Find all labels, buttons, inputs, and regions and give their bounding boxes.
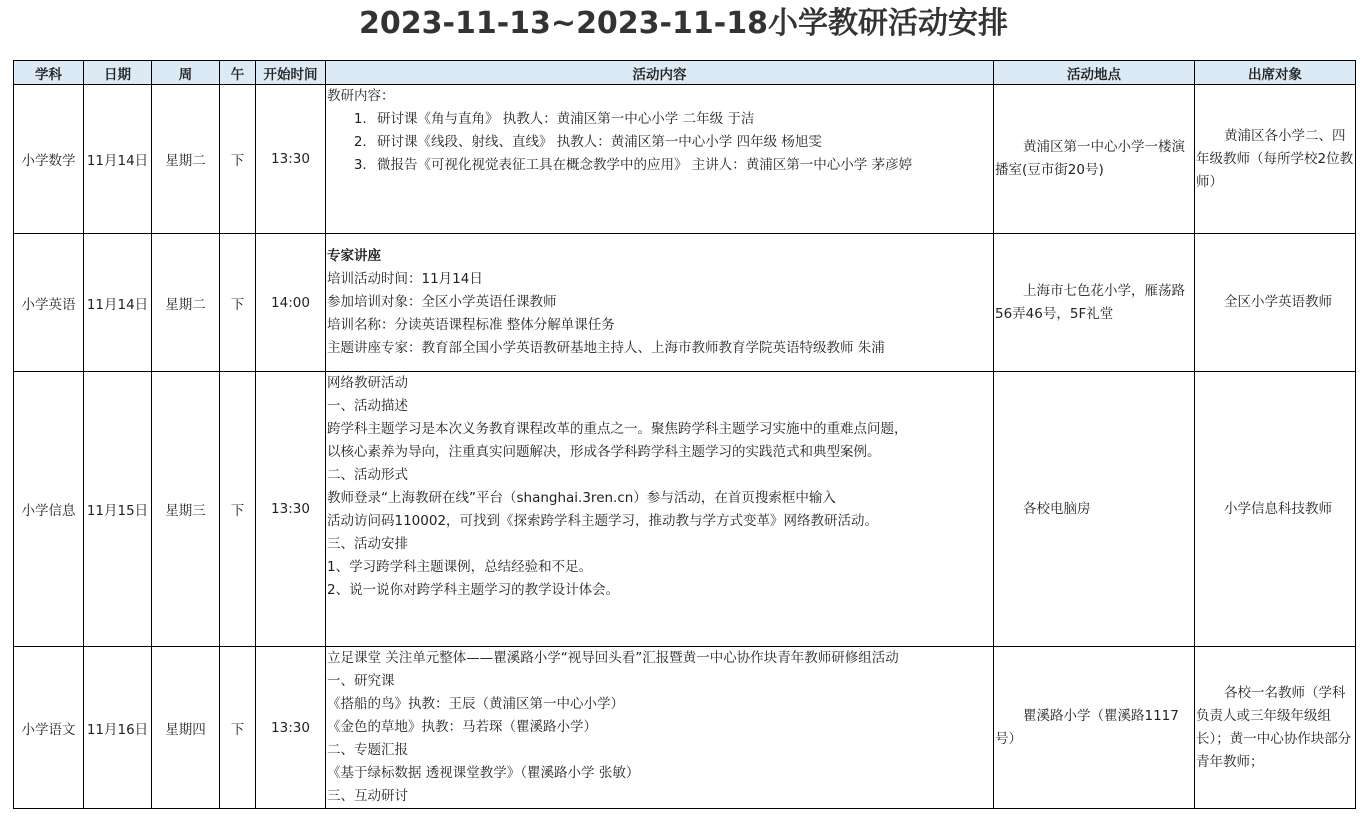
table-header-row <box>14 61 1356 85</box>
content-line: 立足课堂 关注单元整体——瞿溪路小学“视导回头看”汇报暨黄一中心协作块青年教师研修组活动 <box>327 650 899 666</box>
content-line: 《基于绿标数据 透视课堂教学》（瞿溪路小学 张敏） <box>327 765 640 781</box>
content-line: 二、专题汇报 <box>327 742 408 758</box>
col-header-noon: 午 <box>220 61 256 85</box>
cell-date: 11月15日 <box>84 372 152 647</box>
cell-content <box>326 372 994 647</box>
location-text: 瞿溪路小学（瞿溪路1117号） <box>995 707 1179 747</box>
cell-date: 11月14日 <box>84 234 152 372</box>
attendees-text: 小学信息科技教师 <box>1224 500 1332 517</box>
cell-subject: 小学英语 <box>14 234 84 372</box>
cell-weekday: 星期四 <box>152 647 220 809</box>
cell-attendees <box>1195 234 1356 372</box>
location-text: 黄浦区第一中心小学一楼演播室(豆市街20号) <box>995 139 1185 178</box>
list-item: 3. 微报告《可视化视觉表征工具在概念教学中的应用》 主讲人：黄浦区第一中心小学 茅彦婷 <box>371 154 992 177</box>
cell-location <box>994 647 1195 809</box>
content-line: 《搭船的鸟》执教：王辰（黄浦区第一中心小学） <box>327 696 624 712</box>
col-header-weekday: 周 <box>152 61 220 85</box>
cell-attendees <box>1195 372 1356 647</box>
cell-attendees <box>1195 85 1356 234</box>
table-row <box>14 234 1356 372</box>
cell-weekday: 星期二 <box>152 85 220 234</box>
content-line: 一、研究课 <box>327 673 395 689</box>
cell-weekday: 星期二 <box>152 234 220 372</box>
content-line: 跨学科主题学习是本次义务教育课程改革的重点之一。聚焦跨学科主题学习实施中的重难点问题， <box>327 421 908 437</box>
content-line: 主题讲座专家：教育部全国小学英语教研基地主持人、上海市教师教育学院英语特级教师 朱浦 <box>327 340 885 356</box>
content-line: 参加培训对象：全区小学英语任课教师 <box>327 294 557 310</box>
attendees-text: 各校一名教师（学科负责人或三年级年级组长）；黄一中心协作块部分青年教师； <box>1196 684 1352 770</box>
cell-subject: 小学信息 <box>14 372 84 647</box>
cell-noon: 下 <box>220 372 256 647</box>
col-header-date: 日期 <box>84 61 152 85</box>
content-line: 一、活动描述 <box>327 398 408 414</box>
content-line: 1、学习跨学科主题课例，总结经验和不足。 <box>327 559 593 575</box>
page-title: 2023-11-13~2023-11-18小学教研活动安排 <box>359 6 1008 41</box>
col-header-attendees: 出席对象 <box>1195 61 1356 85</box>
cell-noon: 下 <box>220 234 256 372</box>
cell-location <box>994 234 1195 372</box>
cell-subject: 小学语文 <box>14 647 84 809</box>
cell-content <box>326 234 994 372</box>
col-header-location: 活动地点 <box>994 61 1195 85</box>
table-row <box>14 85 1356 234</box>
table-row <box>14 372 1356 647</box>
col-header-start-time: 开始时间 <box>256 61 326 85</box>
content-line: 《金色的草地》执教：马若琛（瞿溪路小学） <box>327 719 597 735</box>
location-text: 上海市七色花小学，雁荡路56弄46号，5F礼堂 <box>995 282 1185 322</box>
content-line: 二、活动形式 <box>327 467 408 483</box>
cell-start-time: 13:30 <box>256 372 326 647</box>
content-line: 2、说一说你对跨学科主题学习的教学设计体会。 <box>327 582 620 598</box>
cell-location <box>994 85 1195 234</box>
cell-date: 11月14日 <box>84 85 152 234</box>
content-line: 以核心素养为导向，注重真实问题解决，形成各学科跨学科主题学习的实践范式和典型案例。 <box>327 444 881 460</box>
content-line: 网络教研活动 <box>327 375 408 391</box>
content-line: 三、互动研讨 <box>327 788 408 804</box>
attendees-text: 全区小学英语教师 <box>1224 294 1332 310</box>
content-line: 三、活动安排 <box>327 536 408 552</box>
content-line: 活动访问码110002，可找到《探索跨学科主题学习，推动教与学方式变革》网络教研活动。 <box>327 513 879 529</box>
schedule-table <box>13 60 1356 809</box>
col-header-content: 活动内容 <box>326 61 994 85</box>
cell-content <box>326 85 994 234</box>
table-row <box>14 647 1356 809</box>
cell-subject: 小学数学 <box>14 85 84 234</box>
cell-attendees <box>1195 647 1356 809</box>
cell-start-time: 14:00 <box>256 234 326 372</box>
list-item: 1. 研讨课《角与直角》 执教人：黄浦区第一中心小学 二年级 于洁 <box>371 108 992 131</box>
list-item: 2. 研讨课《线段、射线、直线》 执教人：黄浦区第一中心小学 四年级 杨旭雯 <box>371 131 992 154</box>
col-header-subject: 学科 <box>14 61 84 85</box>
content-heading: 专家讲座 <box>327 248 381 264</box>
attendees-text: 黄浦区各小学二、四年级教师（每所学校2位教师） <box>1196 127 1354 190</box>
cell-noon: 下 <box>220 85 256 234</box>
cell-location <box>994 372 1195 647</box>
content-list <box>327 108 992 177</box>
cell-start-time: 13:30 <box>256 647 326 809</box>
content-line: 培训活动时间：11月14日 <box>327 271 483 287</box>
content-line: 教师登录“上海教研在线”平台（shanghai.3ren.cn）参与活动，在首页搜索框中输入 <box>327 490 836 506</box>
content-line: 培训名称：分读英语课程标准 整体分解单课任务 <box>327 317 615 333</box>
cell-date: 11月16日 <box>84 647 152 809</box>
content-intro: 教研内容： <box>327 88 395 104</box>
location-text: 各校电脑房 <box>1023 500 1091 517</box>
cell-content <box>326 647 994 809</box>
cell-noon: 下 <box>220 647 256 809</box>
cell-weekday: 星期三 <box>152 372 220 647</box>
cell-start-time: 13:30 <box>256 85 326 234</box>
